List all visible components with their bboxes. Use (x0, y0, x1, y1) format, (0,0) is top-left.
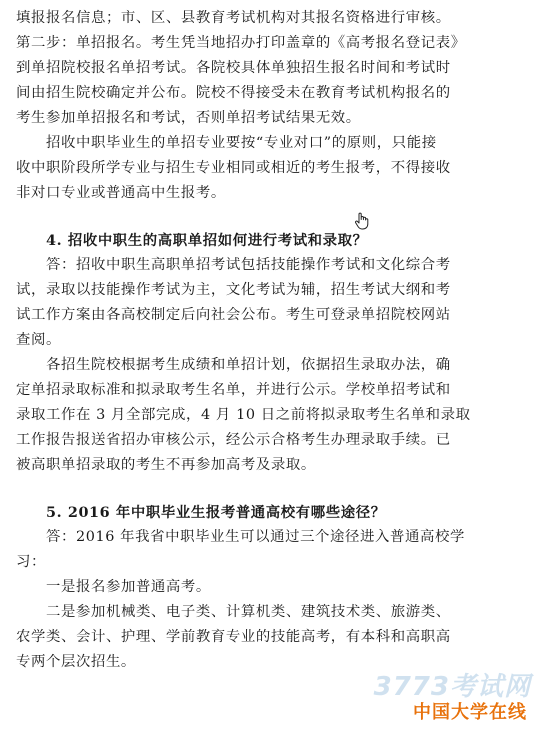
text-line: 定单招录取标准和拟录取考生名单，并进行公示。学校单招考试和 (16, 382, 451, 398)
text-line: 非对口专业或普通高中生报考。 (16, 185, 226, 201)
text-line: 试，录取以技能操作考试为主，文化考试为辅，招生考试大纲和考 (16, 282, 451, 298)
text-line: 招收中职毕业生的单招专业要按“专业对口”的原则，只能接 (46, 135, 437, 151)
text-line: 二是参加机械类、电子类、计算机类、建筑技术类、旅游类、 (46, 604, 451, 620)
text-line: 试工作方案由各高校制定后向社会公布。考生可登录单招院校网站 (16, 307, 451, 323)
text-line: 农学类、会计、护理、学前教育专业的技能高考，有本科和高职高 (16, 629, 451, 645)
text-line: 答：招收中职生高职单招考试包括技能操作考试和文化综合考 (46, 257, 451, 273)
section-gap (16, 206, 523, 228)
text-line: 到单招院校报名单招考试。各院校具体单独招生报名时间和考试时 (16, 60, 451, 76)
text-line: 习： (16, 554, 46, 570)
text-line: 工作报告报送省招办审核公示，经公示合格考生办理录取手续。已 (16, 432, 451, 448)
watermark-faint-text: 3773考试网 (373, 672, 531, 702)
text-line: 间由招生院校确定并公布。院校不得接受未在教育考试机构报名的 (16, 85, 451, 101)
text-line: 查阅。 (16, 332, 61, 348)
text-line: 填报报名信息；市、区、县教育考试机构对其报名资格进行审核。 (16, 10, 451, 26)
text-line: 答：2016 年我省中职毕业生可以通过三个途径进入普通高校学 (46, 529, 465, 545)
section-gap (16, 478, 523, 500)
text-line: 第二步：单招报名。考生凭当地招办打印盖章的《高考报名登记表》 (16, 35, 466, 51)
hand-pointer-icon (354, 212, 370, 230)
text-line: 专两个层次招生。 (16, 654, 136, 670)
text-line: 各招生院校根据考生成绩和单招计划，依据招生录取办法，确 (46, 357, 451, 373)
text-line: 一是报名参加普通高考。 (46, 579, 211, 595)
section-heading-q5: 5. 2016 年中职毕业生报考普通高校有哪些途径？ (46, 504, 386, 521)
section-heading-q4: 4. 招收中职生的高职单招如何进行考试和录取？ (46, 232, 368, 249)
watermark-text: 中国大学在线 (413, 702, 527, 723)
text-line: 收中职阶段所学专业与招生专业相同或相近的考生报考，不得接收 (16, 160, 451, 176)
site-watermark (371, 666, 531, 726)
text-line: 录取工作在 3 月全部完成，4 月 10 日之前将拟录取考生名单和录取 (16, 407, 471, 423)
text-line: 被高职单招录取的考生不再参加高考及录取。 (16, 457, 316, 473)
text-line: 考生参加单招报名和考试，否则单招考试结果无效。 (16, 110, 361, 126)
